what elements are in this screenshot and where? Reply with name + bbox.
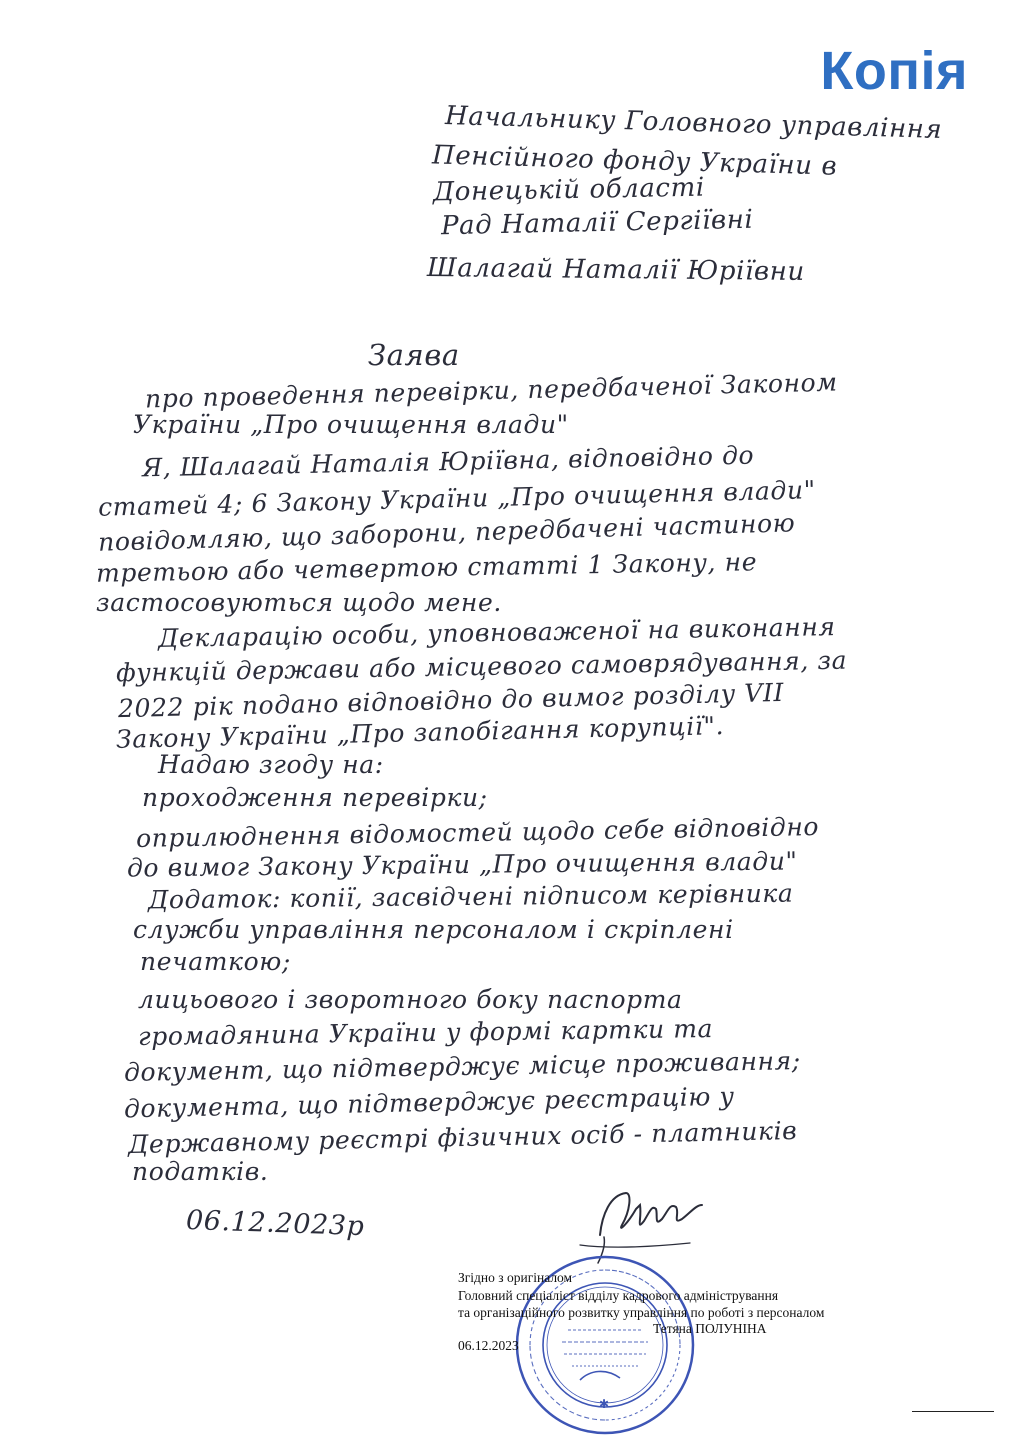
body-line: 2022 рік подано відповідно до вимог розділу VII (117, 677, 785, 724)
addressee-line: Рад Наталії Сергіївні (440, 204, 754, 242)
certification-line: та організаційного розвитку управління по роботі з персоналом (458, 1305, 825, 1320)
body-line: Надаю згоду на: (158, 750, 384, 779)
body-line: застосовуються щодо мене. (96, 588, 502, 617)
document-date: 06.12.2023р (185, 1204, 365, 1243)
body-line: третьою або четвертою статті 1 Закону, не (95, 547, 758, 588)
body-line: оприлюднення відомостей щодо себе відповідно (135, 812, 820, 853)
copy-mark: Копія (820, 41, 968, 101)
body-line: повідомляю, що заборони, передбачені частиною (97, 508, 796, 557)
addressee-line: Пенсійного фонду України в (431, 140, 838, 182)
body-line: громадянина України у формі картки та (137, 1013, 714, 1052)
body-line: функцій держави або місцевого самоврядування, за (115, 645, 848, 688)
body-line: служби управління персоналом і скріплені (133, 915, 734, 944)
body-line: документа, що підтверджує реєстрацію у (123, 1081, 735, 1124)
addressee-line: Начальнику Головного управління (444, 101, 943, 145)
body-line: лицьового і зворотного боку паспорта (138, 985, 683, 1014)
body-line: статей 4; 6 Закону України „Про очищення влади" (97, 475, 817, 522)
body-line: проходження перевірки; (142, 783, 488, 812)
body-line: Декларацію особи, уповноваженої на виконання (157, 612, 836, 653)
certification-line: Головний спеціаліст відділу кадрового адміністрування (458, 1288, 779, 1303)
certifier-name: Тетяна ПОЛУНІНА (653, 1321, 767, 1336)
body-line: Я, Шалагай Наталія Юріївна, відповідно до (141, 440, 755, 483)
bottom-rule (912, 1411, 994, 1412)
svg-text:✱: ✱ (599, 1397, 610, 1411)
certification-date: 06.12.2023 (458, 1338, 519, 1353)
addressee-line: Донецькій області (432, 172, 706, 208)
body-line: до вимог Закону України „Про очищення влади" (126, 846, 798, 883)
certification-line: Згідно з оригіналом (458, 1270, 573, 1285)
document-title: Заява (368, 338, 460, 372)
body-line: документ, що підтверджує місце проживання; (123, 1046, 802, 1087)
body-line: податків. (132, 1157, 269, 1186)
body-line: Закону України „Про запобігання корупції". (115, 711, 725, 754)
body-line: України „Про очищення влади" (133, 410, 569, 439)
body-line: Додаток: копії, засвідчені підписом керівника (147, 878, 794, 915)
body-line: печаткою; (140, 947, 291, 976)
body-line: про проведення перевірки, передбаченої Законом (144, 367, 838, 414)
addressee-line: Шалагай Наталії Юріївни (426, 253, 805, 287)
body-line: Державному реєстрі фізичних осіб - платників (127, 1115, 798, 1160)
